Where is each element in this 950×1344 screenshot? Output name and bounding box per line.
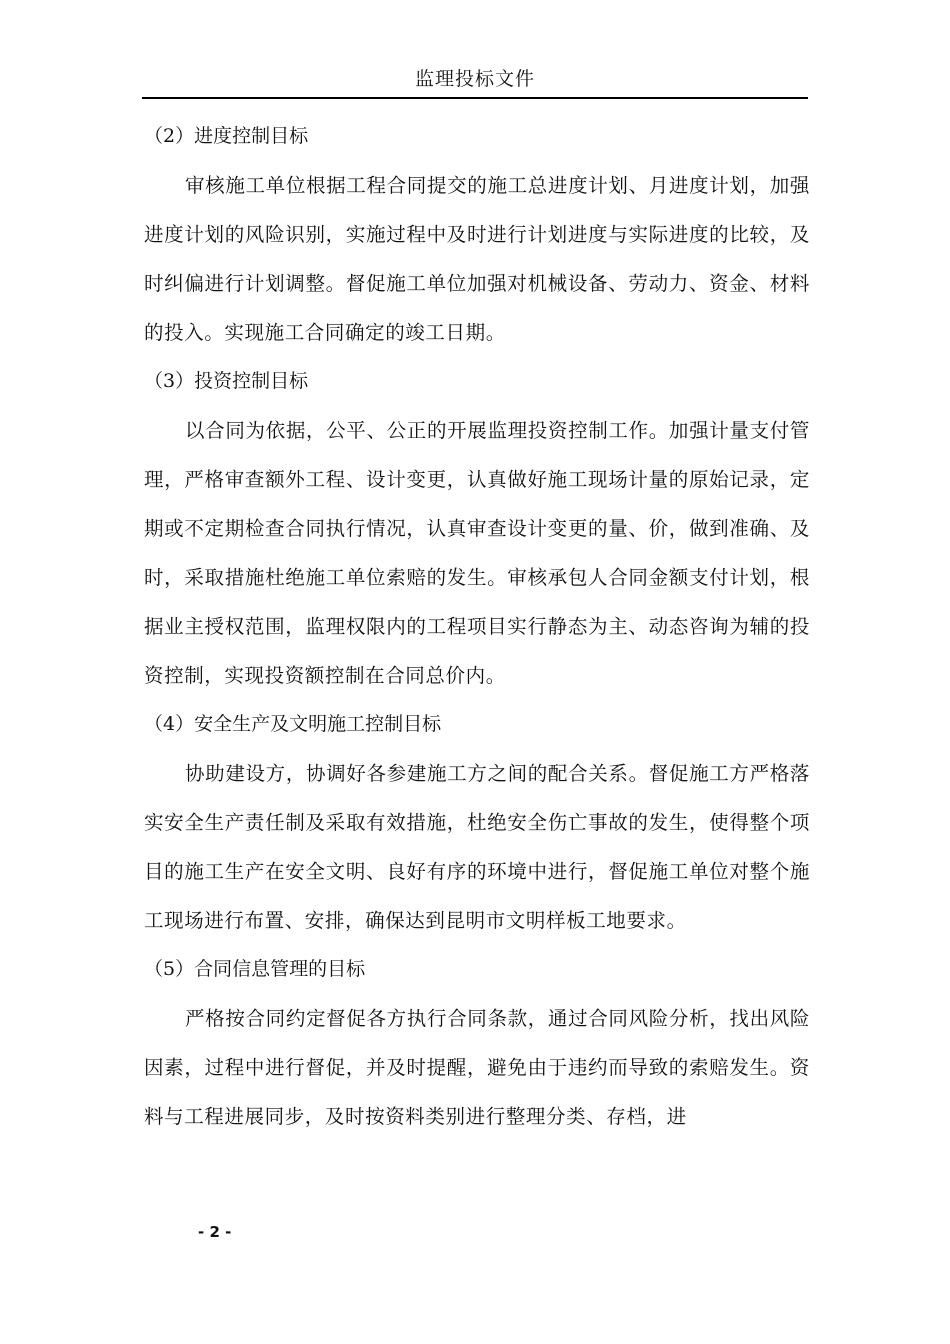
section-heading-schedule-control: （2）进度控制目标 [144, 125, 309, 147]
section-paragraph-investment-control: 以合同为依据，公平、公正的开展监理投资控制工作。加强计量支付管理，严格审查额外工程、设计变更，认真做好施工现场计量的原始记录，定期或不定期检查合同执行情况，认真审查设计变更的量、价，做到准确、及时，采取措施杜绝施工单位索赔的发生。审核承包人合同金额支付计划，根据业主授权范围，监理权限内的工程项目实行静态为主、动态咨询为辅的投资控制，实现投资额控制在合同总价内。 [144, 419, 810, 687]
section-heading-safety-civilized-construction: （4）安全生产及文明施工控制目标 [144, 713, 442, 735]
section-heading-investment-control: （3）投资控制目标 [144, 370, 309, 392]
page-number: - 2 - [198, 1223, 232, 1241]
header-divider [142, 97, 808, 99]
section-paragraph-safety-civilized-construction: 协助建设方，协调好各参建施工方之间的配合关系。督促施工方严格落实安全生产责任制及采取有效措施，杜绝安全伤亡事故的发生，使得整个项目的施工生产在安全文明、良好有序的环境中进行，督促施工单位对整个施工现场进行布置、安排，确保达到昆明市文明样板工地要求。 [144, 762, 810, 932]
section-heading-contract-information-management: （5）合同信息管理的目标 [144, 958, 366, 980]
document-header-title: 监理投标文件 [414, 68, 535, 90]
document-body [144, 112, 810, 1141]
section-paragraph-contract-information-management: 严格按合同约定督促各方执行合同条款，通过合同风险分析，找出风险因素，过程中进行督促，并及时提醒，避免由于违约而导致的索赔发生。资料与工程进展同步，及时按资料类别进行整理分类、存档，进 [144, 1007, 810, 1128]
section-paragraph-schedule-control: 审核施工单位根据工程合同提交的施工总进度计划、月进度计划，加强进度计划的风险识别，实施过程中及时进行计划进度与实际进度的比较，及时纠偏进行计划调整。督促施工单位加强对机械设备、劳动力、资金、材料的投入。实现施工合同确定的竣工日期。 [144, 174, 810, 344]
